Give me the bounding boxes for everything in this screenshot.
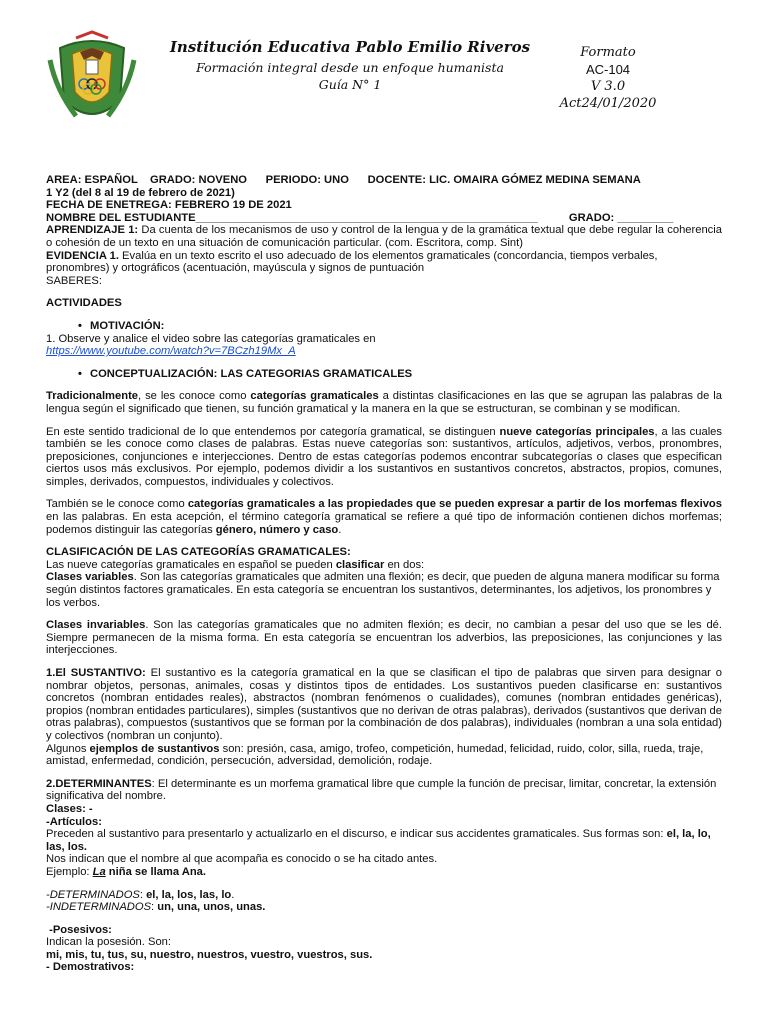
posesivos-text: Indican la posesión. Son: bbox=[46, 936, 172, 949]
determinantes-section: 2.DETERMINANTES: El determinante es un morfema gramatical libre que cumple la función de precisar, limitar, concretar, la extensión significativa del nombre. bbox=[46, 777, 717, 803]
format-block bbox=[548, 44, 668, 112]
conceptualizacion-heading: • CONCEPTUALIZACIÓN: LAS CATEGORIAS GRAMATICALES bbox=[46, 368, 722, 381]
video-link[interactable]: https://www.youtube.com/watch?v=7BCzh19Mx_A bbox=[46, 345, 296, 358]
clasificacion-intro: Las nueve categorías gramaticales en español se pueden clasificar en dos: bbox=[46, 558, 425, 571]
posesivos-forms: mi, mis, tu, tus, su, nuestro, nuestros, vuestro, vuestros, sus. bbox=[46, 948, 373, 961]
format-updated: Act24/01/2020 bbox=[559, 96, 657, 111]
format-label: Formato bbox=[580, 45, 636, 60]
area-line: AREA: ESPAÑOL GRADO: NOVENO PERIODO: UNO DOCENTE: LIC. OMAIRA GÓMEZ MEDINA SEMANA bbox=[46, 174, 641, 186]
video-link-row bbox=[46, 345, 722, 358]
saberes: SABERES: bbox=[46, 274, 102, 287]
format-version: V 3.0 bbox=[590, 79, 626, 94]
articulos-example: Ejemplo: La niña se llama Ana. bbox=[46, 865, 207, 878]
institution-name: Institución Educativa Pablo Emilio Riveros bbox=[169, 38, 531, 56]
motivacion-heading: • MOTIVACIÓN: bbox=[46, 320, 722, 333]
paragraph-tradicionalmente: Tradicionalmente, se les conoce como categorías gramaticales a distintas clasificaciones en las que se agrupan las palabras de la lengua según el significado que tienen, su función gramatical y la manera en la que se estructuran, se combinan y se modifican. bbox=[46, 390, 722, 415]
student-name-field[interactable]: NOMBRE DEL ESTUDIANTE_______________________________________________________ GRADO: _________ bbox=[46, 211, 674, 224]
motivacion-item: 1. Observe y analice el video sobre las categorías gramaticales en bbox=[46, 332, 376, 345]
articulos-text: Preceden al sustantivo para presentarlo y actualizarlo en el discurso, e indicar sus accidentes gramaticales. Sus formas son: el, la, lo, las, los. bbox=[46, 828, 711, 853]
indeterminados: -INDETERMINADOS: un, una, unos, unas. bbox=[46, 901, 266, 914]
week-line: 1 Y2 (del 8 al 19 de febrero de 2021) bbox=[46, 186, 235, 199]
guide-number: Guía N° 1 bbox=[318, 77, 382, 92]
clases-variables: Clases variables. Son las categorías gramaticales que admiten una flexión; es decir, que pueden de alguna manera modificar su forma según distintos factores gramaticales. En esta categoría se encuentran los sustantivos, determinantes, los adjetivos, los pronombres y los verbos. bbox=[46, 571, 720, 609]
articulos-note: Nos indican que el nombre al que acompaña es conocido o se ha citado antes. bbox=[46, 853, 438, 866]
sustantivo-section: 1.El SUSTANTIVO: El sustantivo es la categoría gramatical en la que se clasifican el tipo de palabras que sirven para designar o nombrar objetos, personas, animales, cosas y distintos tipos de entidades. Los sustantivos pueden clasificarse en: sustantivos concretos (nombran entidades reales), abstractos (nombran fenómenos o cualidades), comunes (nombran entidades genéricas), propios (nombran entidades particulares), simples (sustantivos que no derivan de otras palabras), derivados (sustantivos que derivan de otras palabras), compuestos (sustantivos que se forman por la combinación de dos palabras), individuales (nombran a una sola entidad) y colectivos (nombran un conjunto). bbox=[46, 667, 722, 742]
school-header bbox=[150, 38, 550, 92]
actividades-heading: ACTIVIDADES bbox=[46, 297, 122, 310]
document-body bbox=[46, 174, 722, 974]
format-code: AC-104 bbox=[585, 62, 631, 77]
clasificacion-heading: CLASIFICACIÓN DE LAS CATEGORÍAS GRAMATICALES: bbox=[46, 546, 351, 559]
posesivos-label: -Posesivos: bbox=[46, 923, 112, 936]
aprendizaje: APRENDIZAJE 1: Da cuenta de los mecanismos de uso y control de la lengua y de la gramática textual que debe regular la coherencia o cohesión de un texto en una situación de comunicación particular. (com. Escritora, comp. Sint) bbox=[46, 224, 722, 249]
delivery-date: FECHA DE ENETREGA: FEBRERO 19 DE 2021 bbox=[46, 199, 292, 212]
determinados: -DETERMINADOS: el, la, los, las, lo. bbox=[46, 888, 235, 901]
paragraph-sentido-tradicional: En este sentido tradicional de lo que entendemos por categoría gramatical, se distinguen nueve categorías principales, a las cuales también se les conoce como clases de palabras. Estas nueve categorías son: sustantivos, artículos, adjetivos, verbos, pronombres, preposiciones, conjunciones e interjecciones. Dentro de estas categorías podemos encontrar subcategorías o clases que especifican ciertos usos más exclusivos. Por ejemplo, podemos dividir a los sustantivos en sustantivos concretos, abstractos, propios, comunes, simples, derivados, compuestos, individuales y colectivos. bbox=[46, 425, 723, 488]
school-motto: Formación integral desde un enfoque humanista bbox=[196, 60, 504, 75]
articulos-label: -Artículos: bbox=[46, 815, 102, 828]
clases-invariables: Clases invariables. Son las categorías gramaticales que no admiten flexión; es decir, no cambian a pesar del uso que se les dé. Siempre permanecen de la misma forma. En esta categoría se encuentran los adverbios, las preposiciones, las conjunciones y las interjecciones. bbox=[46, 619, 722, 657]
sustantivo-ejemplos: Algunos ejemplos de sustantivos son: presión, casa, amigo, trofeo, competición, humedad, felicidad, ruido, color, silla, rueda, traje, amistad, enfermedad, condición, persecución, adversidad, demolición, rodaje. bbox=[46, 742, 704, 768]
evidencia: EVIDENCIA 1. Evalúa en un texto escrito el uso adecuado de los elementos gramaticales (concordancia, tiempos verbales, pronombres) y ortográficos (acentuación, mayúscula y signos de puntuación bbox=[46, 249, 658, 275]
paragraph-morfemas: También se le conoce como categorías gramaticales a las propiedades que se pueden expresar a partir de los morfemas flexivos en las palabras. En esta acepción, el término categoría gramatical se refiere a qué tipo de información contienen dichos morfemas; podemos distinguir las categorías género, número y caso. bbox=[46, 498, 722, 536]
clases-label: Clases: - bbox=[46, 802, 93, 815]
demostrativos-label: - Demostrativos: bbox=[46, 961, 135, 974]
school-crest-icon bbox=[46, 30, 138, 130]
